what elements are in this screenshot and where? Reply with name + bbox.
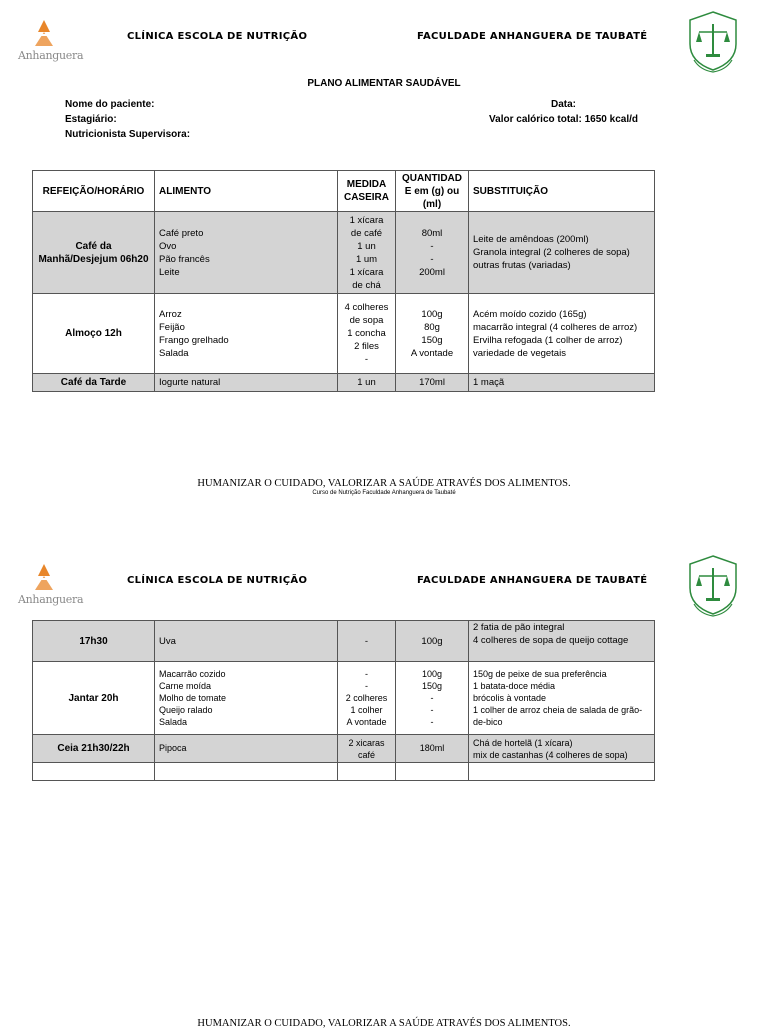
list-item: Frango grelhado [159, 334, 229, 346]
list-item: Granola integral (2 colheres de sopa) [473, 247, 630, 258]
measure-cell: 1 un [338, 374, 396, 392]
list-item: 1 colher de arroz cheia de salada de grão- [473, 705, 643, 715]
quantity-cell [396, 662, 469, 735]
list-item: 1 xícara [349, 266, 384, 278]
meal-cell: Café da Manhã/Desjejum 06h20 [33, 212, 155, 294]
quantity-cell: 180ml [396, 735, 469, 763]
list-item: 1 un [357, 240, 376, 252]
meal-plan-table-continued [32, 620, 655, 781]
list-item: de café [350, 227, 383, 239]
list-item: brócolis à vontade [473, 693, 547, 703]
list-item: Feijão [159, 321, 185, 333]
list-item: Carne moída [159, 681, 212, 691]
list-item: 150g de peixe de sua preferência [473, 669, 607, 679]
list-item: 1 concha [347, 328, 386, 339]
list-item: macarrão integral (4 colheres de arroz) [473, 321, 638, 333]
substitution-cell [469, 294, 655, 374]
quantity-cell [396, 294, 469, 374]
empty-table-row [33, 763, 655, 781]
empty-cell [338, 763, 396, 781]
header-measure: MEDIDA CASEIRA [338, 171, 396, 212]
supervisor-label: Nutricionista Supervisora: [65, 129, 191, 140]
patient-name-label: Nome do paciente: [65, 99, 155, 110]
scales-of-justice-emblem-icon [686, 10, 740, 74]
intern-label: Estagiário: [65, 114, 117, 125]
list-item: Café preto [159, 227, 204, 239]
table-row [33, 621, 655, 662]
empty-cell [396, 763, 469, 781]
list-item: 150g [421, 681, 443, 691]
logo-text: Anhanguera [18, 49, 84, 62]
quantity-cell: 100g [396, 621, 469, 662]
meal-cell: Almoço 12h [33, 294, 155, 374]
quantity-cell [396, 212, 469, 294]
list-item: outras frutas (variadas) [473, 260, 571, 271]
scales-of-justice-emblem-icon [686, 554, 740, 618]
list-item: 2 fatia de pão integral [473, 622, 565, 633]
list-item: 2 colheres [345, 693, 388, 703]
list-item: 2 xicaras [348, 737, 385, 748]
list-item: variedade de vegetais [473, 347, 566, 359]
list-item: 4 colheres de sopa de queijo cottage [473, 635, 629, 646]
list-item: Chá de hortelã (1 xícara) [473, 737, 573, 748]
header-food: ALIMENTO [155, 171, 338, 212]
list-item: Leite de amêndoas (200ml) [473, 234, 589, 245]
meal-cell: Ceia 21h30/22h [33, 735, 155, 763]
list-item: Ovo [159, 240, 177, 252]
list-item: 200ml [419, 266, 445, 278]
anhanguera-logo-icon [18, 562, 84, 606]
meal-plan-table [32, 170, 655, 392]
header-substitution: SUBSTITUIÇÃO [469, 171, 655, 212]
list-item: Macarrão cozido [159, 669, 226, 679]
list-item: 1 batata-doce média [473, 681, 556, 691]
list-item: 100g [421, 308, 443, 320]
header-right-title: FACULDADE ANHANGUERA DE TAUBATÉ [417, 31, 648, 42]
list-item: Arroz [159, 308, 182, 320]
list-item: Salada [159, 717, 188, 727]
list-item: - [365, 681, 368, 691]
header-left-title: CLÍNICA ESCOLA DE NUTRIÇÃO [127, 31, 308, 42]
table-row [33, 294, 655, 374]
meal-cell: 17h30 [33, 621, 155, 662]
logo-text: Anhanguera [18, 593, 84, 606]
meal-cell: Café da Tarde [33, 374, 155, 392]
quantity-cell: 170ml [396, 374, 469, 392]
substitution-cell: 1 maçã [469, 374, 655, 392]
footer-motto: HUMANIZAR O CUIDADO, VALORIZAR A SAÚDE ATRAVÉS DOS ALIMENTOS. [197, 1018, 571, 1029]
anhanguera-logo-icon [18, 18, 84, 62]
substitution-cell [469, 621, 655, 662]
list-item: Leite [159, 266, 180, 278]
calorie-total: Valor calórico total: 1650 kcal/d [489, 114, 638, 125]
list-item: 100g [421, 669, 443, 679]
list-item: Pão francês [159, 253, 210, 265]
date-label: Data: [551, 99, 577, 110]
measure-cell [338, 294, 396, 374]
list-item: Acém moído cozido (165g) [473, 308, 587, 320]
substitution-cell [469, 735, 655, 763]
list-item: 80ml [421, 227, 443, 239]
empty-cell [469, 763, 655, 781]
header-right-title: FACULDADE ANHANGUERA DE TAUBATÉ [417, 575, 648, 586]
list-item: - [430, 717, 434, 727]
list-item: - [430, 693, 434, 703]
doc-title: PLANO ALIMENTAR SAUDÁVEL [307, 78, 461, 89]
list-item: mix de castanhas (4 colheres de sopa) [473, 749, 628, 760]
table-header-row [33, 171, 655, 212]
food-cell: Pipoca [155, 735, 338, 763]
empty-cell [155, 763, 338, 781]
list-item: - [430, 253, 434, 265]
table-row [33, 735, 655, 763]
meal-cell: Jantar 20h [33, 662, 155, 735]
food-cell: Iogurte natural [155, 374, 338, 392]
footer-subtitle: Curso de Nutrição Faculdade Anhanguera de Taubaté [312, 490, 456, 496]
food-cell: Uva [155, 621, 338, 662]
food-cell [155, 294, 338, 374]
table-row [33, 212, 655, 294]
list-item: A vontade [410, 347, 454, 359]
food-cell [155, 662, 338, 735]
list-item: 4 colheres [344, 302, 389, 313]
empty-cell [33, 763, 155, 781]
measure-cell [338, 662, 396, 735]
list-item: 1 colher [350, 705, 383, 715]
list-item: Molho de tomate [159, 693, 227, 703]
list-item: 1 um [355, 253, 378, 265]
list-item: Ervilha refogada (1 colher de arroz) [473, 334, 623, 346]
list-item: 80g [424, 321, 440, 333]
measure-cell [338, 735, 396, 763]
measure-cell: - [338, 621, 396, 662]
header-quantity: QUANTIDAD E em (g) ou (ml) [396, 171, 469, 212]
list-item: de-bico [473, 717, 503, 727]
list-item: Salada [159, 347, 189, 359]
list-item: - [364, 354, 369, 365]
food-cell [155, 212, 338, 294]
list-item: café [357, 749, 375, 760]
list-item: - [365, 669, 368, 679]
list-item: - [430, 240, 434, 252]
header-left-title: CLÍNICA ESCOLA DE NUTRIÇÃO [127, 575, 308, 586]
substitution-cell [469, 662, 655, 735]
list-item: 1 xícara [349, 214, 384, 226]
table-row [33, 374, 655, 392]
list-item: Queijo ralado [159, 705, 213, 715]
list-item: de sopa [349, 315, 384, 326]
list-item: A vontade [346, 717, 387, 727]
measure-cell [338, 212, 396, 294]
header-meal: REFEIÇÃO/HORÁRIO [33, 171, 155, 212]
list-item: 2 files [354, 341, 379, 352]
list-item: 150g [421, 334, 443, 346]
list-item: - [430, 705, 434, 715]
footer-motto: HUMANIZAR O CUIDADO, VALORIZAR A SAÚDE ATRAVÉS DOS ALIMENTOS. [197, 478, 571, 489]
substitution-cell [469, 212, 655, 294]
list-item: de chá [352, 279, 381, 291]
table-row [33, 662, 655, 735]
